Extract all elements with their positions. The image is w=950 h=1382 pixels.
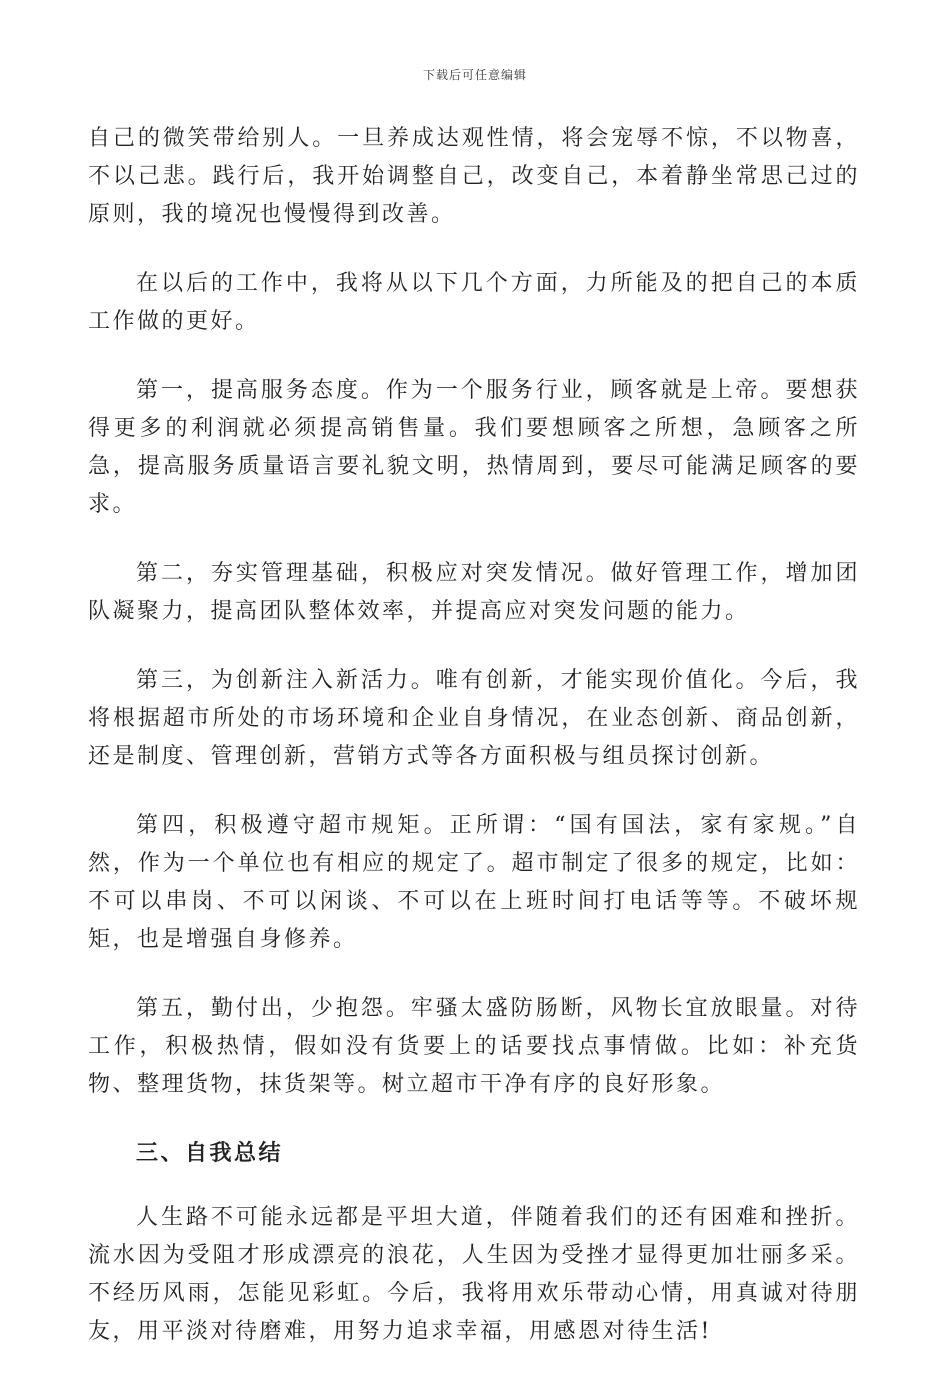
paragraph-intro: 在以后的工作中，我将从以下几个方面，力所能及的把自己的本质工作做的更好。 <box>88 271 860 334</box>
paragraph-point-2: 第二，夯实管理基础，积极应对突发情况。做好管理工作，增加团队凝聚力，提高团队整体效率，并提高应对突发问题的能力。 <box>88 561 860 624</box>
paragraph-point-3: 第三，为创新注入新活力。唯有创新，才能实现价值化。今后，我将根据超市所处的市场环境和企业自身情况，在业态创新、商品创新，还是制度、管理创新，营销方式等各方面积极与组员探讨创新。 <box>88 668 860 769</box>
paragraph-continuation: 自己的微笑带给别人。一旦养成达观性情，将会宠辱不惊，不以物喜，不以己悲。践行后，我开始调整自己，改变自己，本着静坐常思己过的原则，我的境况也慢慢得到改善。 <box>88 126 860 227</box>
paragraph-point-1: 第一，提高服务态度。作为一个服务行业，顾客就是上帝。要想获得更多的利润就必须提高销售量。我们要想顾客之所想，急顾客之所急，提高服务质量语言要礼貌文明，热情周到，要尽可能满足顾客的要求。 <box>88 378 860 517</box>
paragraph-summary: 人生路不可能永远都是平坦大道，伴随着我们的还有困难和挫折。流水因为受阻才形成漂亮的浪花，人生因为受挫才显得更加壮丽多采。不经历风雨，怎能见彩虹。今后，我将用欢乐带动心情，用真诚对待朋友，用平淡对待磨难，用努力追求幸福，用感恩对待生活! <box>88 1205 860 1344</box>
paragraph-point-4: 第四，积极遵守超市规矩。正所谓：“国有国法，家有家规。”自然，作为一个单位也有相应的规定了。超市制定了很多的规定，比如：不可以串岗、不可以闲谈、不可以在上班时间打电话等等。不破坏规矩，也是增强自身修养。 <box>88 813 860 952</box>
document-body <box>88 120 860 1382</box>
section-heading: 三、自我总结 <box>136 1141 284 1166</box>
page-header: 下载后可任意编辑 <box>422 68 527 82</box>
paragraph-point-5: 第五，勤付出，少抱怨。牢骚太盛防肠断，风物长宜放眼量。对待工作，积极热情，假如没有货要上的话要找点事情做。比如：补充货物、整理货物，抹货架等。树立超市干净有序的良好形象。 <box>88 996 860 1097</box>
